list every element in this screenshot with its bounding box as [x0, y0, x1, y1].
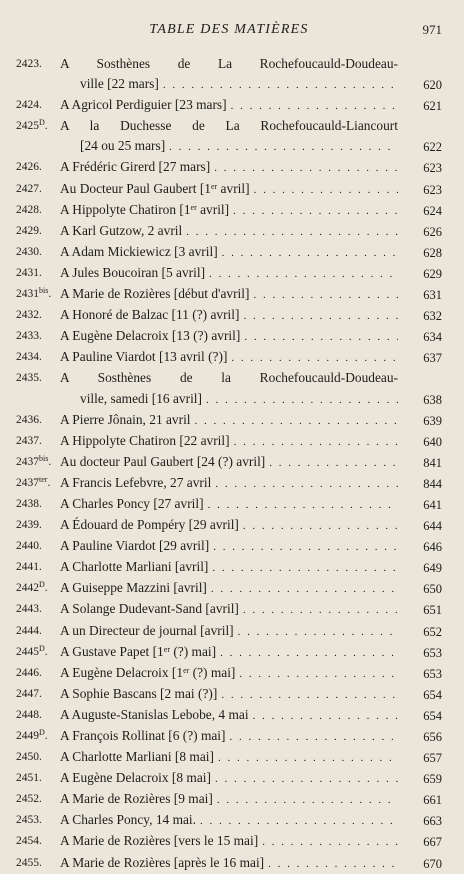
- dot-leader: [244, 327, 398, 347]
- entry-page-number: 626: [423, 224, 442, 239]
- letter-number: [16, 726, 48, 746]
- entry-title-text: [60, 200, 229, 220]
- entry-title-text: ville [22 mars]: [80, 76, 159, 92]
- toc-entry: [16, 179, 442, 200]
- ordinal-superscript: er: [210, 181, 218, 191]
- toc-entry: [16, 726, 442, 747]
- entry-title: [60, 726, 398, 747]
- entry-title: [60, 747, 398, 768]
- letter-number: [16, 263, 42, 283]
- letter-number-value: 2444.: [16, 624, 42, 637]
- entry-title-text: A Marie de Rozières [vers le 15 mai]: [60, 833, 259, 849]
- entry-title-text: [60, 663, 235, 683]
- entry-title-text: ville, samedi [16 avril]: [80, 390, 202, 406]
- toc-entry: [16, 705, 442, 726]
- entry-title: [60, 536, 398, 557]
- ordinal-superscript: er: [183, 665, 190, 675]
- letter-number-value: 2433.: [16, 330, 42, 343]
- dot-leader: [209, 264, 398, 284]
- toc-entry: [16, 368, 442, 409]
- entry-page-number: 624: [423, 203, 442, 218]
- toc-entry: [16, 157, 442, 178]
- letter-number: [16, 473, 50, 493]
- toc-entry: [16, 768, 442, 789]
- entry-title-text: A Pauline Viardot [29 avril]: [60, 538, 210, 554]
- entry-title: [60, 705, 398, 726]
- entry-title-text: A Sosthènes de la Rochefoucauld-Doudeau-: [60, 370, 398, 386]
- toc-entry: [16, 221, 442, 242]
- dot-leader: [269, 453, 398, 473]
- toc-entry: [16, 326, 442, 347]
- toc-entry: [16, 663, 442, 684]
- letter-number-value: 2431: [16, 288, 39, 301]
- toc-entry: [16, 536, 442, 557]
- letter-number: [16, 54, 42, 74]
- entry-page-number: 628: [423, 245, 442, 260]
- toc-entry: [16, 305, 442, 326]
- entry-title: [60, 221, 398, 242]
- entry-title-text: A Francis Lefebvre, 27 avril: [60, 474, 212, 490]
- entry-title: [60, 179, 398, 200]
- entry-title-text: A Charles Poncy, 14 mai.: [60, 812, 196, 828]
- dot-leader: [233, 201, 398, 221]
- entry-title: [60, 642, 398, 663]
- toc-entry: [16, 684, 442, 705]
- entry-title: [60, 263, 398, 284]
- entry-title: [60, 663, 398, 684]
- letter-number-period: .: [44, 730, 48, 742]
- entry-page-number: 654: [423, 708, 442, 723]
- letter-number-value: 2453.: [16, 814, 42, 827]
- letter-number: [16, 368, 42, 388]
- entry-title: [60, 810, 398, 831]
- dot-leader: [221, 685, 398, 705]
- entry-title-part: (?) mai]: [169, 643, 217, 659]
- page-title: TABLE DES MATIÈRES: [149, 22, 309, 37]
- entry-page-number: 632: [423, 309, 442, 324]
- entry-title-text: A Charlotte Marliani [8 mai]: [60, 749, 214, 765]
- letter-number: [16, 578, 48, 598]
- entry-title: [60, 431, 398, 452]
- letter-number: [16, 789, 42, 809]
- letter-number: [16, 284, 51, 304]
- letter-number-value: 2434.: [16, 351, 42, 364]
- toc-entry: [16, 473, 442, 494]
- toc-entry: [16, 410, 442, 431]
- entry-title-text: A Karl Gutzow, 2 avril: [60, 222, 183, 238]
- entry-page-number: 659: [423, 772, 442, 787]
- entry-title-part: avril]: [196, 201, 230, 217]
- running-head: [16, 22, 442, 44]
- entry-title: [60, 116, 398, 136]
- entry-title-text: A Eugène Delacroix [13 (?) avril]: [60, 328, 241, 344]
- entry-title-text: [60, 642, 216, 662]
- toc-entry: [16, 54, 442, 95]
- letter-number: [16, 768, 42, 788]
- dot-leader: [217, 790, 398, 810]
- entry-title: [60, 305, 398, 326]
- dot-leader: [231, 348, 398, 368]
- toc-entry: [16, 621, 442, 642]
- dot-leader: [200, 811, 398, 831]
- dot-leader: [206, 390, 398, 410]
- toc-entry: [16, 853, 442, 874]
- letter-number-value: 2435.: [16, 372, 42, 385]
- entry-page-number: 653: [423, 645, 442, 660]
- toc-entry: [16, 642, 442, 663]
- letter-number: [16, 621, 42, 641]
- entry-page-number: 667: [423, 835, 442, 850]
- entry-title-part: Au Docteur Paul Gaubert [1: [60, 180, 211, 196]
- ordinal-superscript: er: [163, 644, 170, 654]
- entry-page-number: 620: [423, 78, 442, 93]
- dot-leader: [254, 180, 398, 200]
- letter-number-period: .: [48, 455, 52, 468]
- letter-number-value: 2432.: [16, 309, 42, 322]
- entry-title: [60, 768, 398, 789]
- letter-number: [16, 705, 42, 725]
- letter-number-value: 2452.: [16, 793, 42, 806]
- entry-title: [60, 557, 398, 578]
- letter-number-value: 2440.: [16, 540, 42, 553]
- entry-title-part: avril]: [217, 180, 250, 196]
- letter-number-value: 2441.: [16, 561, 42, 574]
- entry-title: [60, 347, 398, 368]
- entry-title-text: A Hippolyte Chatiron [22 avril]: [60, 432, 230, 448]
- dot-leader: [230, 727, 399, 747]
- letter-number-period: .: [48, 288, 52, 301]
- letter-number-period: .: [44, 582, 48, 595]
- letter-number: [16, 347, 42, 367]
- letter-number: [16, 95, 42, 115]
- entry-page-number: 641: [423, 497, 442, 512]
- entry-title: [60, 410, 398, 431]
- letter-number-value: 2451.: [16, 772, 42, 785]
- letter-number-value: 2423.: [16, 58, 42, 70]
- letter-number-value: 2438.: [16, 497, 42, 510]
- entry-page-number: 654: [423, 687, 442, 702]
- toc-entry: [16, 831, 442, 852]
- letter-number-value: 2455.: [16, 856, 42, 869]
- letter-number-value: 2437: [16, 455, 39, 468]
- entry-page-number: 646: [423, 540, 442, 555]
- toc-entry: [16, 116, 442, 157]
- entry-title-text: A Charlotte Marliani [avril]: [60, 559, 209, 575]
- letter-number: [16, 179, 42, 199]
- entry-title-part: (?) mai]: [189, 664, 236, 680]
- letter-number-value: 2426.: [16, 161, 42, 174]
- entry-page-number: 650: [423, 582, 442, 597]
- toc-entry: [16, 200, 442, 221]
- entry-page-number: 640: [423, 434, 442, 449]
- toc-entry: [16, 263, 442, 284]
- letter-number: [16, 410, 42, 430]
- letter-number-value: 2431.: [16, 266, 42, 279]
- letter-number: [16, 515, 42, 535]
- entry-title-text: A un Directeur de journal [avril]: [60, 622, 234, 638]
- entry-page-number: 622: [423, 140, 442, 155]
- dot-leader: [169, 137, 398, 157]
- toc-entry: [16, 557, 442, 578]
- entry-page-number: 670: [423, 856, 442, 871]
- entry-title-continuation: [80, 136, 398, 157]
- entry-title-text: A la Duchesse de La Rochefoucauld-Liancourt: [60, 118, 398, 134]
- letter-number: [16, 536, 42, 556]
- entry-title-text: A Charles Poncy [27 avril]: [60, 495, 204, 511]
- letter-number-suffix: D: [39, 643, 45, 653]
- toc-entry: [16, 747, 442, 768]
- letter-number: [16, 599, 42, 619]
- dot-leader: [212, 558, 398, 578]
- letter-number-value: 2427.: [16, 182, 42, 195]
- entry-title: [60, 621, 398, 642]
- entry-page-number: 844: [423, 476, 442, 491]
- entry-title-part: A Hippolyte Chatiron [1: [60, 201, 191, 217]
- entry-title-text: A Marie de Rozières [début d'avril]: [60, 286, 250, 302]
- entry-title-text: A Édouard de Pompéry [29 avril]: [60, 517, 239, 533]
- letter-number-suffix: D: [39, 118, 45, 128]
- letter-number: [16, 326, 42, 346]
- entry-title: [60, 853, 398, 874]
- letter-number-suffix: D: [39, 728, 45, 737]
- letter-number-value: 2443.: [16, 603, 42, 616]
- entry-title: [60, 157, 398, 178]
- entry-title-text: Au docteur Paul Gaubert [24 (?) avril]: [60, 453, 266, 469]
- letter-number-value: 2442: [16, 582, 39, 595]
- dot-leader: [234, 432, 398, 452]
- letter-number-value: 2429.: [16, 224, 42, 237]
- dot-leader: [262, 832, 398, 852]
- dot-leader: [243, 306, 398, 326]
- entry-page-number: 629: [423, 266, 442, 281]
- letter-number: [16, 642, 48, 662]
- entry-title-text: A Marie de Rozières [9 mai]: [60, 791, 213, 807]
- letter-number-value: 2436.: [16, 413, 42, 426]
- toc-entry: [16, 494, 442, 515]
- toc-entry: [16, 347, 442, 368]
- entry-page-number: 657: [423, 751, 442, 766]
- entry-page-number: 841: [423, 455, 442, 470]
- page-number: 971: [422, 22, 442, 37]
- dot-leader: [243, 516, 398, 536]
- dot-leader: [238, 622, 398, 642]
- dot-leader: [215, 474, 398, 494]
- letter-number-suffix: bis: [39, 453, 49, 463]
- letter-number-value: 2439.: [16, 519, 42, 532]
- toc-entry: [16, 242, 442, 263]
- letter-number-value: 2446.: [16, 666, 42, 679]
- letter-number: [16, 200, 42, 220]
- entry-title: [60, 473, 398, 494]
- entry-title: [60, 515, 398, 536]
- dot-leader: [243, 600, 398, 620]
- entry-title: [60, 368, 398, 388]
- letter-number: [16, 684, 42, 704]
- toc-entry: [16, 452, 442, 473]
- letter-number-suffix: D: [39, 580, 45, 590]
- entry-title-text: A Guiseppe Mazzini [avril]: [60, 580, 207, 596]
- dot-leader: [163, 75, 398, 95]
- entry-title-text: A Jules Boucoiran [5 avril]: [60, 264, 206, 280]
- entry-title-text: A Marie de Rozières [après le 16 mai]: [60, 854, 265, 870]
- toc-entry: [16, 515, 442, 536]
- dot-leader: [186, 222, 398, 242]
- letter-number: [16, 831, 42, 851]
- entry-title-continuation: [80, 389, 398, 410]
- letter-number: [16, 116, 48, 136]
- dot-leader: [195, 411, 398, 431]
- entry-title: [60, 452, 398, 473]
- toc-entry: [16, 578, 442, 599]
- dot-leader: [214, 158, 398, 178]
- letter-number-value: 2448.: [16, 708, 42, 721]
- entry-page-number: 661: [423, 793, 442, 808]
- entry-title: [60, 578, 398, 599]
- letter-number-value: 2425: [16, 120, 39, 133]
- toc-entry: [16, 599, 442, 620]
- entry-title: [60, 200, 398, 221]
- entry-title: [60, 831, 398, 852]
- letter-number-value: 2449: [16, 730, 39, 742]
- entry-title-text: A Solange Dudevant-Sand [avril]: [60, 601, 239, 617]
- letter-number: [16, 557, 42, 577]
- entry-title-text: A Sophie Bascans [2 mai (?)]: [60, 685, 218, 701]
- letter-number: [16, 853, 42, 873]
- entry-title-text: A Eugène Delacroix [8 mai]: [60, 770, 211, 786]
- toc-entry: [16, 431, 442, 452]
- letter-number: [16, 494, 42, 514]
- toc-entry: [16, 810, 442, 831]
- entry-page-number: 637: [423, 351, 442, 366]
- dot-leader: [213, 537, 398, 557]
- letter-number: [16, 221, 42, 241]
- entry-page-number: 649: [423, 561, 442, 576]
- dot-leader: [220, 643, 398, 663]
- dot-leader: [253, 285, 398, 305]
- entry-page-number: 653: [423, 666, 442, 681]
- letter-number: [16, 810, 42, 830]
- entry-title-text: A Frédéric Girerd [27 mars]: [60, 159, 211, 175]
- entry-title-text: A Agricol Perdiguier [23 mars]: [60, 97, 227, 113]
- letter-number: [16, 157, 42, 177]
- dot-leader: [253, 706, 398, 726]
- ordinal-superscript: er: [190, 202, 197, 212]
- letter-number-value: 2445: [16, 645, 39, 658]
- dot-leader: [208, 495, 398, 515]
- entry-title-text: A Pierre Jônain, 21 avril: [60, 411, 191, 427]
- letter-number-period: .: [47, 476, 51, 489]
- entry-page-number: 634: [423, 330, 442, 345]
- letter-number-period: .: [44, 645, 48, 658]
- letter-number: [16, 431, 42, 451]
- entry-title-part: A Gustave Papet [1: [60, 643, 164, 659]
- letter-number-value: 2437: [16, 476, 39, 489]
- entry-title-text: A Auguste-Stanislas Lebobe, 4 mai: [60, 706, 249, 722]
- entry-page-number: 621: [423, 99, 442, 114]
- entry-title-part: A Eugène Delacroix [1: [60, 664, 184, 680]
- entry-page-number: 623: [423, 161, 442, 176]
- dot-leader: [222, 243, 398, 263]
- dot-leader: [239, 664, 398, 684]
- entry-title-text: A Sosthènes de La Rochefoucauld-Doudeau-: [60, 56, 398, 71]
- letter-number-suffix: ter: [39, 474, 48, 484]
- entry-title: [60, 684, 398, 705]
- entry-title: [60, 599, 398, 620]
- letter-number: [16, 452, 51, 472]
- letter-number: [16, 747, 42, 767]
- letter-number-period: .: [44, 120, 48, 133]
- entry-title: [60, 54, 398, 74]
- entry-title-text: A Adam Mickiewicz [3 avril]: [60, 243, 218, 259]
- entry-page-number: 652: [423, 624, 442, 639]
- entry-title: [60, 326, 398, 347]
- dot-leader: [211, 579, 398, 599]
- letter-number: [16, 242, 42, 262]
- entry-title-continuation: [80, 74, 398, 95]
- entry-page-number: 651: [423, 603, 442, 618]
- entry-title-text: A François Rollinat [6 (?) mai]: [60, 728, 226, 743]
- letter-number: [16, 663, 42, 683]
- toc-entry: [16, 284, 442, 305]
- letter-number-value: 2454.: [16, 835, 42, 848]
- dot-leader: [215, 769, 398, 789]
- table-of-contents: [16, 54, 442, 874]
- letter-number-value: 2447.: [16, 687, 42, 700]
- letter-number-value: 2424.: [16, 99, 42, 112]
- dot-leader: [231, 96, 398, 116]
- entry-title: [60, 242, 398, 263]
- letter-number-value: 2450.: [16, 751, 42, 764]
- toc-entry: [16, 95, 442, 116]
- letter-number-value: 2428.: [16, 203, 42, 216]
- entry-title-text: A Pauline Viardot [13 avril (?)]: [60, 349, 228, 365]
- letter-number-value: 2430.: [16, 245, 42, 258]
- entry-title: [60, 95, 398, 116]
- entry-title-text: [60, 179, 250, 199]
- entry-title: [60, 284, 398, 305]
- entry-page-number: 639: [423, 413, 442, 428]
- entry-title-text: [24 ou 25 mars]: [80, 138, 166, 154]
- entry-page-number: 663: [423, 814, 442, 829]
- entry-page-number: 656: [423, 730, 442, 744]
- entry-title-text: A Honoré de Balzac [11 (?) avril]: [60, 307, 240, 323]
- entry-page-number: 638: [423, 392, 442, 407]
- entry-title: [60, 494, 398, 515]
- dot-leader: [268, 854, 398, 874]
- entry-page-number: 623: [423, 182, 442, 197]
- letter-number-value: 2437.: [16, 434, 42, 447]
- entry-page-number: 644: [423, 519, 442, 534]
- entry-page-number: 631: [423, 288, 442, 303]
- letter-number-suffix: bis: [39, 286, 49, 296]
- letter-number: [16, 305, 42, 325]
- dot-leader: [218, 748, 398, 768]
